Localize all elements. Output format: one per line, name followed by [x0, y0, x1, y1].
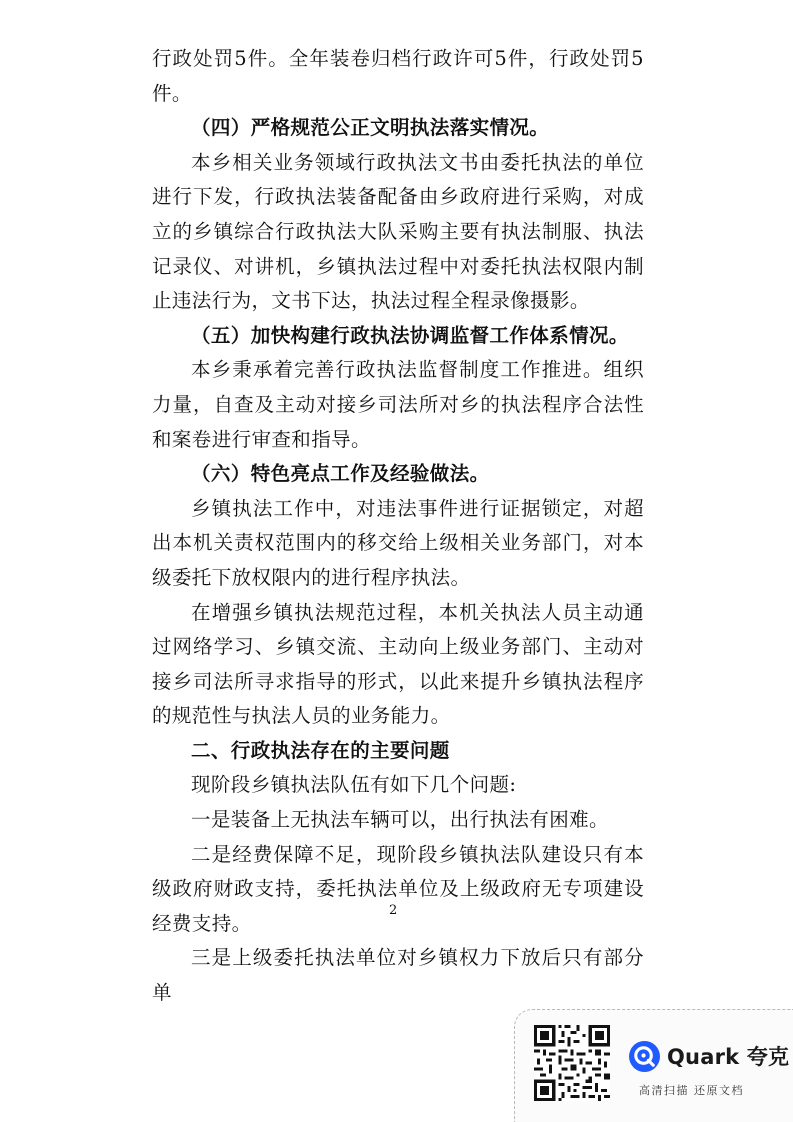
quark-scan-watermark: [514, 1009, 793, 1122]
brand-name: Quark 夸克: [667, 1045, 790, 1069]
paragraph-3: 本乡秉承着完善行政执法监督制度工作推进。组织力量，自查及主动对接乡司法所对乡的执法程序合法性和案卷进行审查和指导。: [152, 358, 644, 451]
section-heading-problems: 二、行政执法存在的主要问题: [191, 738, 450, 762]
quark-logo-icon: [629, 1041, 660, 1072]
section-heading-5: （五）加快构建行政执法协调监督工作体系情况。: [191, 323, 629, 347]
section-heading-6: （六）特色亮点工作及经验做法。: [191, 462, 490, 486]
paragraph-6: 现阶段乡镇执法队伍有如下几个问题:: [191, 773, 517, 797]
paragraph-2: 本乡相关业务领域行政执法文书由委托执法的单位进行下发，行政执法装备配备由乡政府进行采购，对成立的乡镇综合行政执法大队采购主要有执法制服、执法记录仪、对讲机，乡镇执法过程中对委托执法权限内制止违法行为，文书下达，执法过程全程录像摄影。: [152, 150, 644, 313]
paragraph-8: 二是经费保障不足，现阶段乡镇执法队建设只有本级政府财政支持，委托执法单位及上级政府无专项建设经费支持。: [152, 842, 644, 935]
paragraph-9: 三是上级委托执法单位对乡镇权力下放后只有部分单: [152, 946, 644, 1005]
document-body: [152, 42, 644, 1011]
paragraph-4: 乡镇执法工作中，对违法事件进行证据锁定，对超出本机关责权范围内的移交给上级相关业务部门，对本级委托下放权限内的进行程序执法。: [152, 496, 644, 589]
paragraph-7: 一是装备上无执法车辆可以，出行执法有困难。: [191, 808, 609, 832]
brand-row: [629, 1038, 789, 1074]
paragraph-5: 在增强乡镇执法规范过程，本机关执法人员主动通过网络学习、乡镇交流、主动向上级业务部门、主动对接乡司法所寻求指导的形式，以此来提升乡镇执法程序的规范性与执法人员的业务能力。: [152, 600, 644, 728]
qr-code-icon: [534, 1025, 610, 1101]
section-heading-4: （四）严格规范公正文明执法落实情况。: [191, 116, 550, 140]
brand-tagline: 高清扫描 还原文档: [639, 1084, 744, 1097]
paragraph-1: 行政处罚5件。全年装卷归档行政许可5件，行政处罚5件。: [152, 47, 644, 105]
page-number: 2: [389, 903, 398, 918]
